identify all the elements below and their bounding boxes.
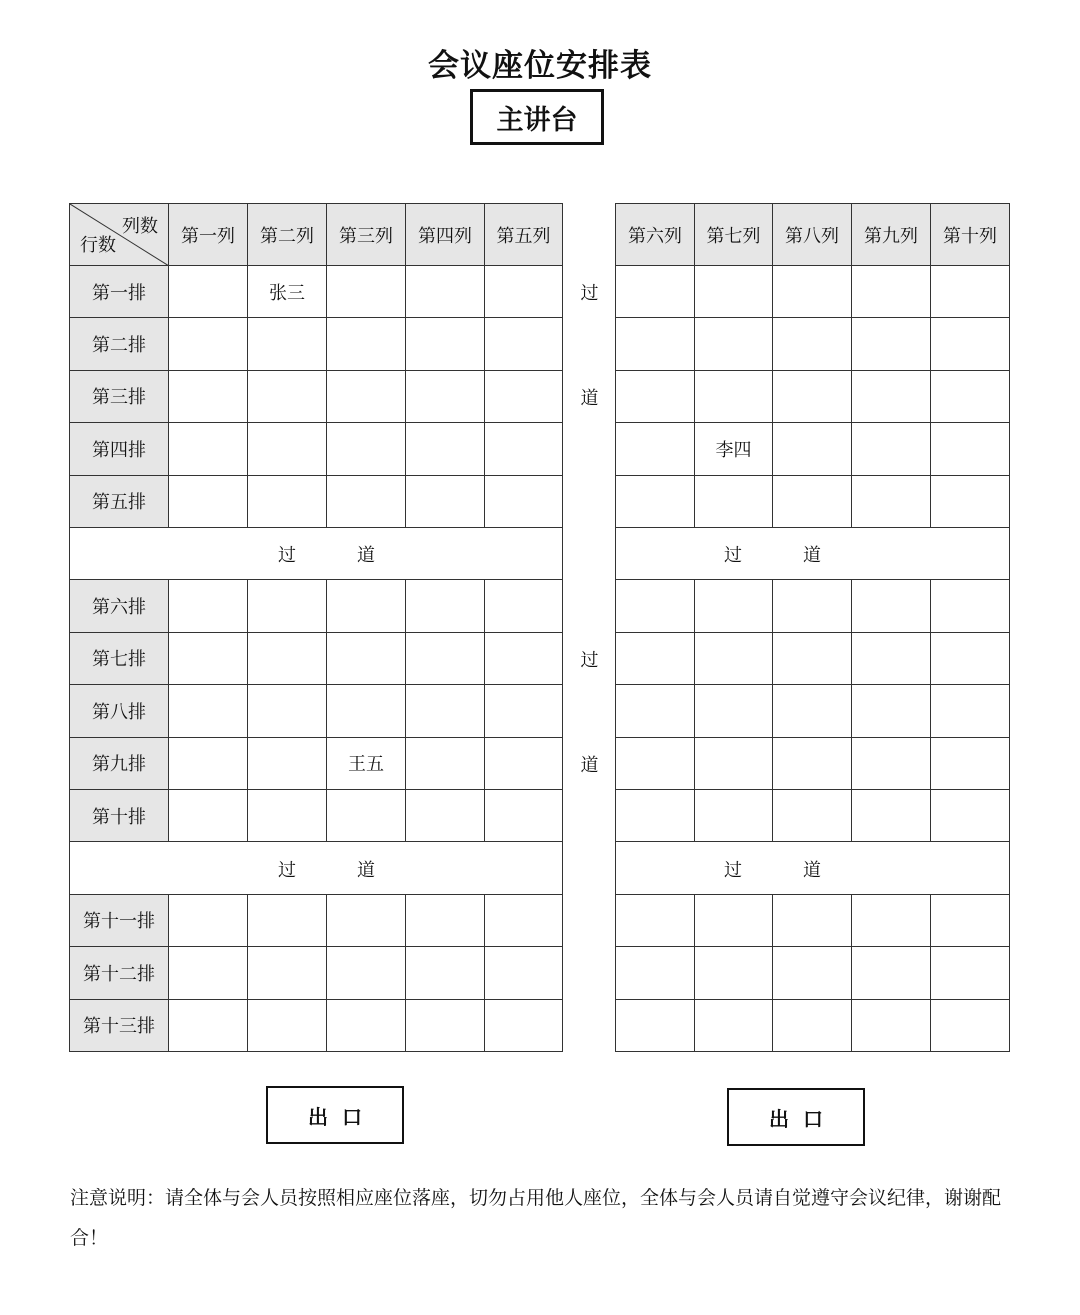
seat-cell	[615, 684, 695, 737]
column-header: 第九列	[851, 203, 931, 266]
row-header: 第十二排	[69, 946, 169, 999]
exit-left-sign: 出口	[266, 1086, 404, 1144]
notice-text: 注意说明：请全体与会人员按照相应座位落座，切勿占用他人座位，全体与会人员请自觉遵守会议纪律，谢谢配合！	[70, 1187, 1002, 1249]
seat-cell	[772, 999, 852, 1052]
row-header: 第十三排	[69, 999, 169, 1052]
seat-cell	[405, 632, 485, 685]
seat-cell	[168, 894, 248, 947]
seat-cell	[247, 946, 327, 999]
column-header: 第六列	[615, 203, 695, 266]
seat-cell	[851, 684, 931, 737]
seat-cell	[851, 579, 931, 632]
seat-cell	[168, 999, 248, 1052]
seat-cell	[615, 579, 695, 632]
horizontal-aisle-left	[69, 841, 563, 894]
row-header: 第二排	[69, 317, 169, 370]
column-header: 第四列	[405, 203, 485, 266]
seat-cell	[484, 999, 563, 1052]
seat-cell	[484, 946, 563, 999]
seat-cell	[247, 475, 327, 528]
seat-cell	[484, 370, 563, 423]
seat-cell	[694, 632, 773, 685]
seat-cell	[930, 999, 1010, 1052]
seat-cell	[484, 789, 563, 842]
vertical-aisle-label: 过	[580, 283, 599, 305]
seat-cell	[615, 946, 695, 999]
seat-cell	[772, 684, 852, 737]
seat-cell	[851, 789, 931, 842]
seat-cell	[851, 632, 931, 685]
seat-cell	[930, 684, 1010, 737]
seat-cell	[484, 632, 563, 685]
seat-cell	[168, 579, 248, 632]
seat-cell	[930, 579, 1010, 632]
seat-cell	[930, 737, 1010, 790]
seat-cell	[326, 579, 406, 632]
seat-cell	[326, 946, 406, 999]
row-header: 第七排	[69, 632, 169, 685]
column-header: 第八列	[772, 203, 852, 266]
seat-cell	[168, 789, 248, 842]
row-header: 第五排	[69, 475, 169, 528]
seat-cell	[247, 317, 327, 370]
seat-cell	[484, 265, 563, 318]
seat-cell	[168, 422, 248, 475]
seat-cell	[930, 894, 1010, 947]
seat-cell	[615, 265, 695, 318]
seat-cell	[247, 684, 327, 737]
seat-cell	[405, 475, 485, 528]
seat-cell	[930, 946, 1010, 999]
vertical-aisle-label: 过	[580, 650, 599, 671]
aisle-label: 道	[357, 859, 375, 881]
seat-cell	[930, 789, 1010, 842]
seat-cell	[615, 632, 695, 685]
seat-cell	[484, 684, 563, 737]
seat-cell	[168, 475, 248, 528]
seat-cell	[772, 265, 852, 318]
seat-cell	[615, 475, 695, 528]
seat-cell	[694, 946, 773, 999]
row-header: 第十排	[69, 789, 169, 842]
seat-cell	[168, 317, 248, 370]
seat-cell	[247, 999, 327, 1052]
seat-cell: 王五	[326, 737, 406, 790]
seat-cell	[168, 265, 248, 318]
page-title: 会议座位安排表	[428, 48, 652, 84]
seat-cell	[615, 737, 695, 790]
seat-cell	[168, 370, 248, 423]
seat-cell	[930, 632, 1010, 685]
seat-cell	[694, 317, 773, 370]
seat-cell	[615, 789, 695, 842]
seat-cell	[247, 789, 327, 842]
podium-label: 主讲台	[470, 89, 604, 145]
seat-cell	[694, 684, 773, 737]
seat-cell	[484, 894, 563, 947]
seat-cell	[326, 632, 406, 685]
seat-cell	[851, 946, 931, 999]
seat-cell	[694, 475, 773, 528]
seat-cell	[247, 422, 327, 475]
seat-cell	[930, 475, 1010, 528]
seat-cell	[326, 684, 406, 737]
seat-cell	[851, 370, 931, 423]
aisle-label: 道	[357, 545, 375, 567]
seat-cell	[851, 999, 931, 1052]
seat-cell	[851, 475, 931, 528]
column-header: 第二列	[247, 203, 327, 266]
seat-cell	[326, 999, 406, 1052]
seat-cell	[772, 789, 852, 842]
column-header: 第十列	[930, 203, 1010, 266]
vertical-aisle-label: 道	[580, 388, 599, 409]
row-header: 第八排	[69, 684, 169, 737]
aisle-label: 过	[278, 859, 296, 881]
seat-cell	[694, 579, 773, 632]
seat-cell	[405, 370, 485, 423]
seat-cell	[405, 789, 485, 842]
seat-cell	[168, 632, 248, 685]
corner-columns-label: 列数	[122, 216, 158, 237]
seat-cell	[772, 370, 852, 423]
aisle-label: 道	[803, 545, 821, 567]
corner-header-cell	[69, 203, 169, 266]
seat-cell	[772, 946, 852, 999]
corner-rows-label: 行数	[80, 235, 116, 256]
row-header: 第九排	[69, 737, 169, 790]
seat-cell	[247, 579, 327, 632]
row-header: 第四排	[69, 422, 169, 475]
seat-cell	[247, 632, 327, 685]
seat-cell	[851, 894, 931, 947]
seat-cell	[405, 737, 485, 790]
seat-cell	[930, 370, 1010, 423]
seat-cell	[615, 317, 695, 370]
seat-cell	[772, 475, 852, 528]
seat-cell	[405, 946, 485, 999]
seat-cell	[247, 370, 327, 423]
seat-cell	[247, 737, 327, 790]
seat-cell	[851, 737, 931, 790]
seat-cell	[405, 999, 485, 1052]
seat-cell	[326, 370, 406, 423]
seat-cell	[484, 475, 563, 528]
seat-cell	[615, 422, 695, 475]
seat-cell	[484, 737, 563, 790]
seat-cell	[694, 737, 773, 790]
seat-cell	[694, 894, 773, 947]
seat-cell	[168, 737, 248, 790]
seat-cell	[326, 265, 406, 318]
seat-cell	[247, 894, 327, 947]
seat-cell	[772, 737, 852, 790]
seat-cell	[405, 894, 485, 947]
column-header: 第七列	[694, 203, 773, 266]
row-header: 第六排	[69, 579, 169, 632]
aisle-label: 过	[724, 545, 742, 567]
seat-cell	[772, 317, 852, 370]
seat-cell	[772, 894, 852, 947]
seat-cell	[930, 317, 1010, 370]
seat-cell	[694, 999, 773, 1052]
exit-right-sign: 出口	[727, 1088, 865, 1146]
seat-cell	[168, 946, 248, 999]
seat-cell	[772, 632, 852, 685]
seat-cell	[694, 265, 773, 318]
seat-cell: 张三	[247, 265, 327, 318]
column-header: 第五列	[484, 203, 563, 266]
aisle-label: 过	[724, 859, 742, 881]
seat-cell	[851, 317, 931, 370]
seat-cell	[405, 265, 485, 318]
aisle-label: 过	[278, 545, 296, 567]
seat-cell	[326, 317, 406, 370]
row-header: 第十一排	[69, 894, 169, 947]
seat-cell	[484, 422, 563, 475]
column-header: 第一列	[168, 203, 248, 266]
seat-cell	[694, 370, 773, 423]
horizontal-aisle-left	[69, 527, 563, 580]
seat-cell	[326, 789, 406, 842]
seat-cell	[930, 265, 1010, 318]
aisle-label: 道	[803, 859, 821, 881]
seat-cell	[168, 684, 248, 737]
row-header: 第三排	[69, 370, 169, 423]
seat-cell: 李四	[694, 422, 773, 475]
vertical-aisle-label: 道	[580, 754, 599, 776]
seat-cell	[851, 265, 931, 318]
seat-cell	[405, 317, 485, 370]
seat-cell	[615, 894, 695, 947]
seat-cell	[405, 579, 485, 632]
seat-cell	[405, 422, 485, 475]
seat-cell	[405, 684, 485, 737]
row-header: 第一排	[69, 265, 169, 318]
seat-cell	[326, 475, 406, 528]
seat-cell	[326, 894, 406, 947]
seat-cell	[851, 422, 931, 475]
seat-cell	[484, 317, 563, 370]
seat-cell	[615, 999, 695, 1052]
seat-cell	[615, 370, 695, 423]
seat-cell	[326, 422, 406, 475]
column-header: 第三列	[326, 203, 406, 266]
seat-cell	[930, 422, 1010, 475]
seat-cell	[694, 789, 773, 842]
seat-cell	[772, 422, 852, 475]
seat-cell	[484, 579, 563, 632]
seat-cell	[772, 579, 852, 632]
